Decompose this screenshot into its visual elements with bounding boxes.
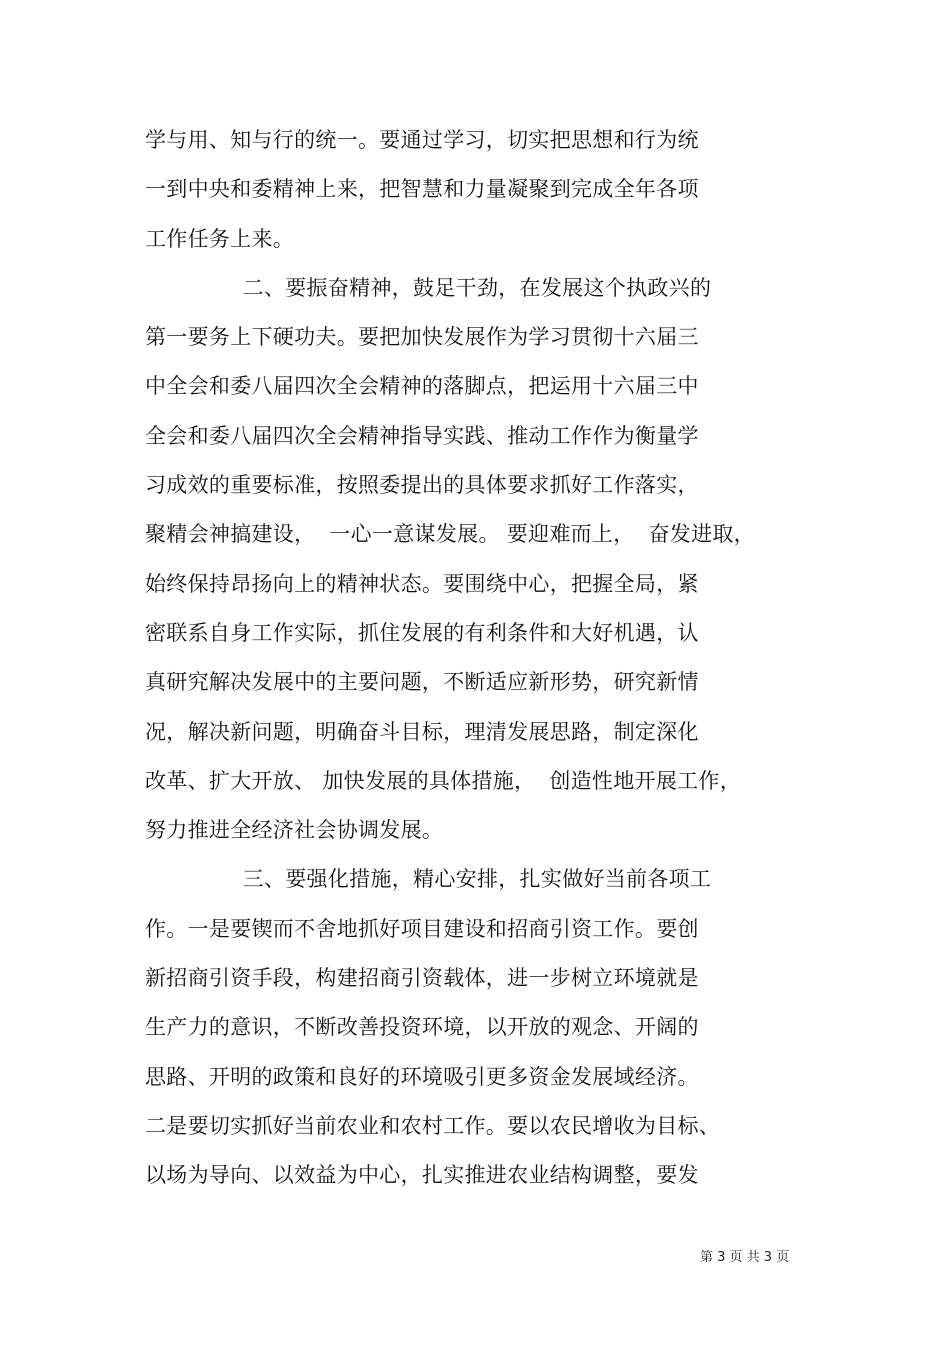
text-line: 况，解决新问题，明确奋斗目标，理清发展思路，制定深化 — [145, 719, 699, 744]
text-line: 第一要务上下硬功夫。要把加快发展作为学习贯彻十六届三 — [145, 325, 699, 350]
text-line: 新招商引资手段，构建招商引资载体，进一步树立环境就是 — [145, 966, 699, 991]
text-line: 学与用、知与行的统一。要通过学习，切实把思想和行为统 — [145, 128, 699, 152]
text-line: 二是要切实抓好当前农业和农村工作。要以农民增收为目标、 — [145, 1113, 721, 1138]
page-number-footer: 第 3 页 共 3 页 — [700, 1250, 790, 1265]
text-line: 聚精会神搞建设， 一心一意谋发展。 要迎难而上， 奋发进取， — [145, 522, 755, 547]
text-line: 工作任务上来。 — [145, 226, 295, 251]
text-line: 生产力的意识，不断改善投资环境，以开放的观念、开阔的 — [145, 1015, 699, 1040]
text-line: 习成效的重要标准，按照委提出的具体要求抓好工作落实， — [145, 473, 699, 498]
text-line: 中全会和委八届四次全会精神的落脚点，把运用十六届三中 — [145, 374, 699, 399]
body-text — [145, 116, 785, 1201]
paragraph-start-line: 三、要强化措施，精心安排，扎实做好当前各项工 — [145, 867, 712, 892]
text-line: 以场为导向、以效益为中心，扎实推进农业结构调整，要发 — [145, 1163, 699, 1188]
text-line: 始终保持昂扬向上的精神状态。要围绕中心，把握全局，紧 — [145, 571, 699, 596]
text-line: 全会和委八届四次全会精神指导实践、推动工作作为衡量学 — [145, 423, 699, 448]
text-line: 努力推进全经济社会协调发展。 — [145, 818, 444, 843]
paragraph-start-line: 二、要振奋精神，鼓足干劲，在发展这个执政兴的 — [145, 275, 712, 300]
text-line: 改革、扩大开放、 加快发展的具体措施， 创造性地开展工作， — [145, 768, 742, 793]
text-line: 真研究解决发展中的主要问题，不断适应新形势，研究新情 — [145, 670, 699, 695]
text-line: 密联系自身工作实际，抓住发展的有利条件和大好机遇，认 — [145, 620, 699, 645]
text-line: 作。一是要锲而不舍地抓好项目建设和招商引资工作。要创 — [145, 916, 699, 941]
text-line: 思路、开明的政策和良好的环境吸引更多资金发展域经济。 — [145, 1064, 699, 1089]
text-line: 一到中央和委精神上来，把智慧和力量凝聚到完成全年各项 — [145, 177, 699, 202]
